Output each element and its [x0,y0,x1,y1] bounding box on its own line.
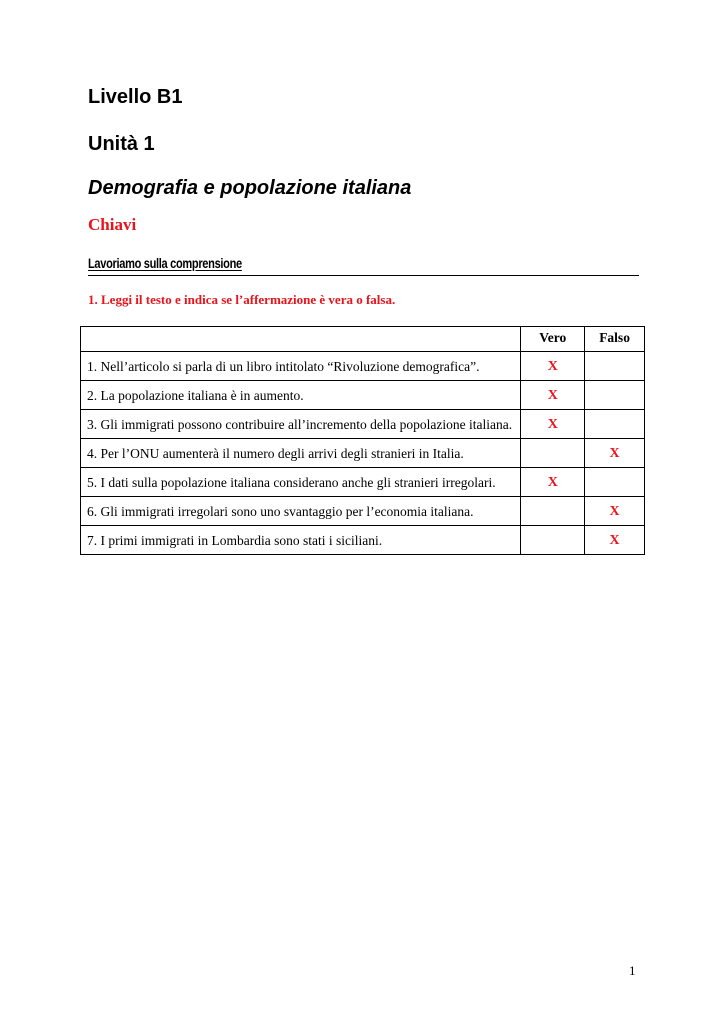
unit-heading: Unità 1 [88,133,155,155]
statement-cell: 3. Gli immigrati possono contribuire all’incremento della popolazione italiana. [81,410,521,439]
false-mark: X [585,497,645,526]
table-row [81,439,645,468]
true-mark: X [521,468,585,497]
table-row [81,497,645,526]
false-mark: X [585,526,645,555]
document-title: Demografia e popolazione italiana [88,177,412,199]
table-row [81,526,645,555]
table-row [81,381,645,410]
section-title: Lavoriamo sulla comprensione [88,256,242,271]
table-row [81,410,645,439]
true-mark: X [521,410,585,439]
section-header [88,255,639,276]
true-mark: X [521,381,585,410]
statement-cell: 4. Per l’ONU aumenterà il numero degli arrivi degli stranieri in Italia. [81,439,521,468]
true-header: Vero [521,327,585,352]
keys-heading: Chiavi [88,215,137,234]
statement-cell: 1. Nell’articolo si parla di un libro intitolato “Rivoluzione demografica”. [81,352,521,381]
level-heading: Livello B1 [88,86,183,108]
statement-header [81,327,521,352]
true-mark: X [521,352,585,381]
false-header: Falso [585,327,645,352]
statement-cell: 5. I dati sulla popolazione italiana considerano anche gli stranieri irregolari. [81,468,521,497]
true-mark [521,439,585,468]
false-mark [585,468,645,497]
table-header-row [81,327,645,352]
statement-cell: 6. Gli immigrati irregolari sono uno svantaggio per l’economia italiana. [81,497,521,526]
false-mark [585,410,645,439]
exercise-instruction: 1. Leggi il testo e indica se l’affermazione è vera o falsa. [88,292,396,307]
false-mark: X [585,439,645,468]
table-row [81,352,645,381]
true-mark [521,497,585,526]
page-number: 1 [629,963,636,978]
statement-cell: 2. La popolazione italiana è in aumento. [81,381,521,410]
table-row [81,468,645,497]
answer-table [80,326,645,555]
true-mark [521,526,585,555]
false-mark [585,381,645,410]
false-mark [585,352,645,381]
statement-cell: 7. I primi immigrati in Lombardia sono stati i siciliani. [81,526,521,555]
